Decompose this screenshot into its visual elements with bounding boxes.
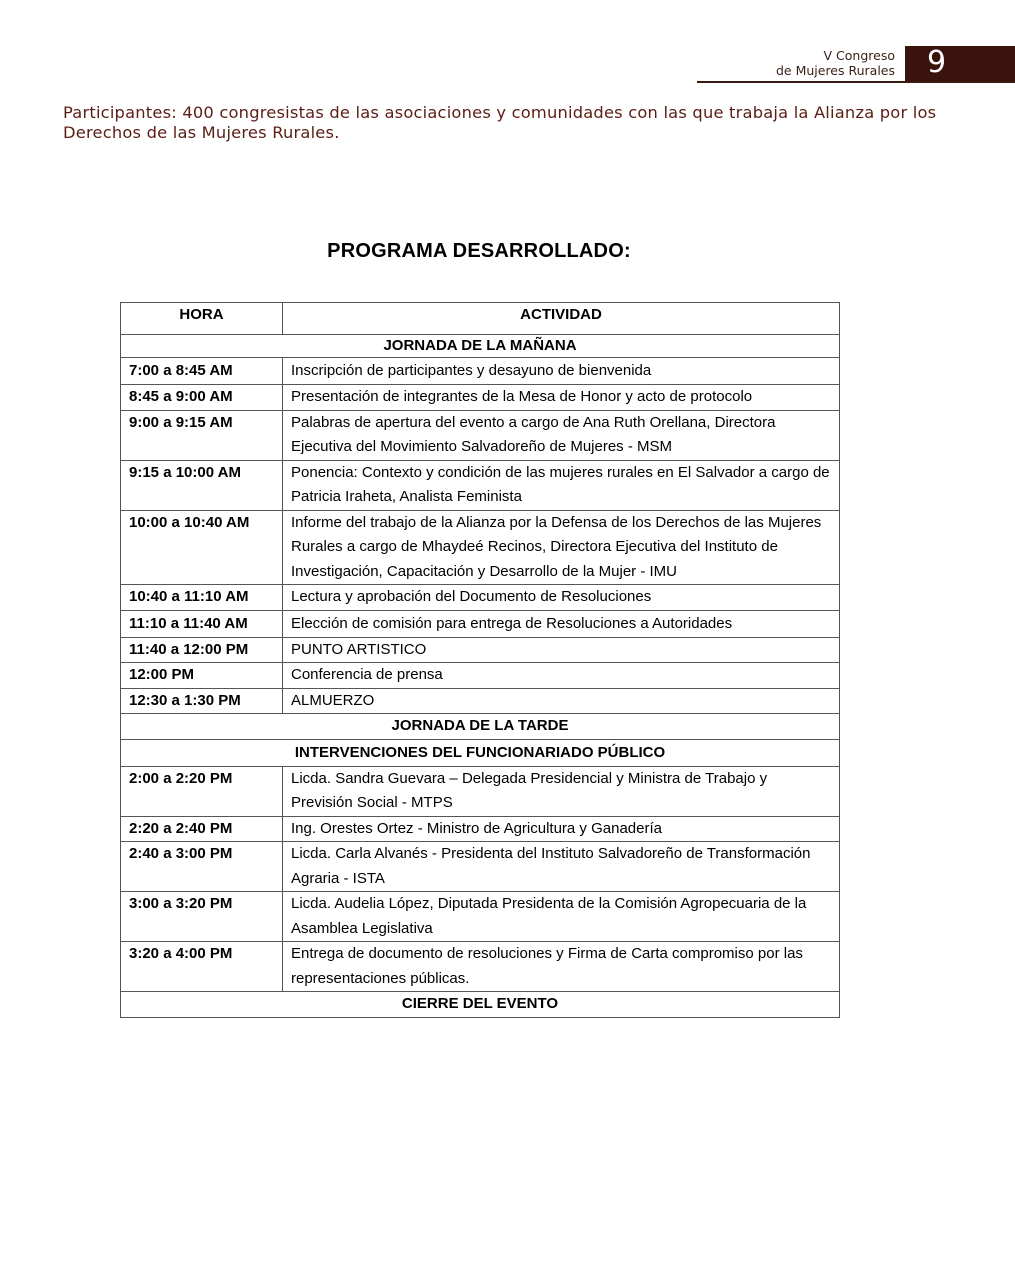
participants-paragraph: Participantes: 400 congresistas de las asociaciones y comunidades con las que trabaja la Alianza por los Derechos de las Mujeres Rurales. [63,103,937,142]
time-cell: 10:00 a 10:40 AM [121,510,283,585]
section-label-close: CIERRE DEL EVENTO [121,992,840,1018]
time-cell: 10:40 a 11:10 AM [121,585,283,611]
activity-cell: Palabras de apertura del evento a cargo de Ana Ruth Orellana, Directora Ejecutiva del Movimiento Salvadoreño de Mujeres - MSM [283,410,840,460]
table-row [121,766,840,816]
activity-cell: Entrega de documento de resoluciones y Firma de Carta compromiso por las representaciones públicas. [283,942,840,992]
activity-cell: Elección de comisión para entrega de Resoluciones a Autoridades [283,610,840,637]
section-row-close [121,992,840,1018]
activity-cell: ALMUERZO [283,688,840,714]
table-row [121,942,840,992]
schedule-table [120,302,840,1018]
table-row [121,842,840,892]
section-row-afternoon [121,714,840,740]
congress-title-line1: V Congreso [823,48,895,63]
activity-cell: Inscripción de participantes y desayuno de bienvenida [283,358,840,385]
time-cell: 2:40 a 3:00 PM [121,842,283,892]
table-row [121,816,840,842]
time-cell: 3:00 a 3:20 PM [121,892,283,942]
activity-cell: Presentación de integrantes de la Mesa de Honor y acto de protocolo [283,385,840,411]
time-cell: 9:15 a 10:00 AM [121,460,283,510]
table-header-row [121,303,840,335]
time-cell: 9:00 a 9:15 AM [121,410,283,460]
table-row [121,460,840,510]
activity-cell: Ponencia: Contexto y condición de las mujeres rurales en El Salvador a cargo de Patricia Iraheta, Analista Feminista [283,460,840,510]
section-label-officials: INTERVENCIONES DEL FUNCIONARIADO PÚBLICO [121,739,840,766]
table-row [121,358,840,385]
time-cell: 8:45 a 9:00 AM [121,385,283,411]
table-row [121,637,840,663]
time-cell: 2:20 a 2:40 PM [121,816,283,842]
time-cell: 12:00 PM [121,663,283,689]
time-cell: 3:20 a 4:00 PM [121,942,283,992]
column-header-actividad: ACTIVIDAD [283,303,840,335]
activity-cell: Licda. Carla Alvanés - Presidenta del Instituto Salvadoreño de Transformación Agraria - ISTA [283,842,840,892]
section-row-morning [121,335,840,358]
table-row [121,410,840,460]
activity-cell: Licda. Audelia López, Diputada Presidenta de la Comisión Agropecuaria de la Asamblea Legislativa [283,892,840,942]
page-header [697,46,1015,84]
header-divider [697,81,1015,83]
table-row [121,892,840,942]
time-cell: 12:30 a 1:30 PM [121,688,283,714]
activity-cell: Conferencia de prensa [283,663,840,689]
congress-title-line2: de Mujeres Rurales [775,63,895,78]
program-title: PROGRAMA DESARROLLADO: [327,240,631,262]
activity-cell: Ing. Orestes Ortez - Ministro de Agricultura y Ganadería [283,816,840,842]
time-cell: 11:10 a 11:40 AM [121,610,283,637]
time-cell: 11:40 a 12:00 PM [121,637,283,663]
section-label-afternoon: JORNADA DE LA TARDE [121,714,840,740]
activity-cell: PUNTO ARTISTICO [283,637,840,663]
activity-cell: Informe del trabajo de la Alianza por la Defensa de los Derechos de las Mujeres Rurales a cargo de Mhaydeé Recinos, Directora Ejecutiva del Instituto de Investigación, Capacitación y Desarrollo de la Mujer - IMU [283,510,840,585]
time-cell: 2:00 a 2:20 PM [121,766,283,816]
section-label-morning: JORNADA DE LA MAÑANA [121,335,840,358]
time-cell: 7:00 a 8:45 AM [121,358,283,385]
table-row [121,585,840,611]
congress-title [776,48,895,78]
activity-cell: Licda. Sandra Guevara – Delegada Presidencial y Ministra de Trabajo y Previsión Social - MTPS [283,766,840,816]
page-number-badge: 9 [905,46,1015,81]
activity-cell: Lectura y aprobación del Documento de Resoluciones [283,585,840,611]
table-row [121,510,840,585]
column-header-hora: HORA [121,303,283,335]
section-row-officials [121,739,840,766]
table-row [121,385,840,411]
table-row [121,610,840,637]
table-row [121,663,840,689]
table-row [121,688,840,714]
